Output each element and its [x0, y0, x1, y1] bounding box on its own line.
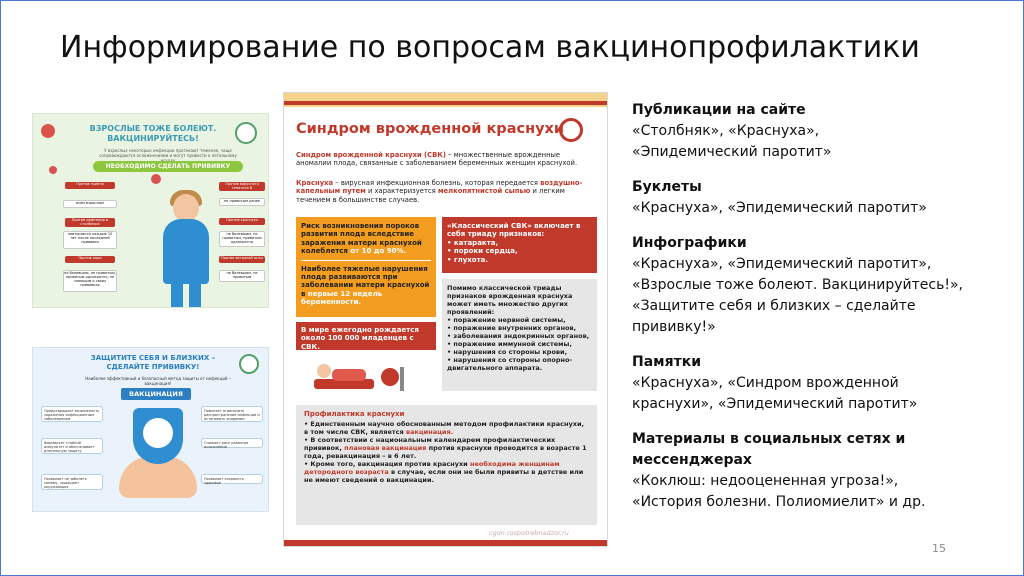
tag-flu: Против гриппа — [65, 182, 115, 189]
section-line: «Краснуха», «Синдром врожденной — [632, 375, 899, 391]
card-diphtheria: повторяется каждые 10 лет после последней прививки — [63, 231, 117, 249]
section-heading: Буклеты — [632, 179, 702, 195]
infographic1-pill: НЕОБХОДИМО СДЕЛАТЬ ПРИВИВКУ — [93, 161, 243, 172]
section-heading: мессенджерах — [632, 452, 752, 468]
manifestation-item: • нарушения со стороны опорно-двигательного аппарата. — [447, 356, 592, 372]
materials-list — [632, 100, 1002, 527]
benefit-block: Позволяет не заболеть самому, защищает окружающих — [41, 474, 103, 490]
poster-bottom-stripe — [284, 540, 608, 547]
nurse-leg — [171, 282, 183, 307]
tag-hepatitis: Против вирусного гепатита В — [219, 182, 265, 191]
rospotrebnadzor-logo-icon — [235, 122, 257, 144]
section-site-publications — [632, 100, 1002, 163]
card-flu: всем взрослым — [63, 200, 117, 208]
card-measles: не болевшим, не привитым, привитым однократно, не знающим о своих прививках — [63, 270, 117, 292]
card-hepatitis: не привитым ранее — [219, 198, 265, 206]
mother-baby-illustration — [304, 357, 428, 393]
infographic2-subtitle: Наиболее эффективный и безопасный метод защиты от инфекций – вакцинация! — [85, 376, 231, 386]
benefit-block: Предотвращает возможность заражения инфекционным заболеванием — [41, 406, 103, 422]
poster-annual-stat-box: В мире ежегодно рождается около 100 000 младенцев с СВК. — [296, 322, 436, 350]
poster-rubella-description: Краснуха – вирусная инфекционная болезнь, которая передается воздушно-капельным путем и характеризуется мелкопятнистой сыпью и легким течением в большинстве случаев. — [296, 179, 583, 204]
section-heading: Инфографики — [632, 235, 747, 251]
benefit-block: Формирует стойкий иммунитет и обеспечивает длительную защиту — [41, 438, 103, 454]
section-heading: Памятки — [632, 354, 702, 370]
section-heading: Материалы в социальных сетях и — [632, 431, 906, 447]
virus-icon — [41, 124, 55, 138]
nurse-leg — [189, 282, 201, 307]
section-line: «Эпидемический паротит» — [632, 144, 832, 160]
infographic1-subtitle: У взрослых некоторые инфекции протекают тяжелее, чаще сопровождаются осложнениями и могут привести к летальному — [99, 148, 237, 158]
section-heading: Публикации на сайте — [632, 102, 806, 118]
poster-top-stripe-red — [284, 101, 608, 105]
virus-icon — [151, 174, 161, 184]
slide-number: 15 — [932, 542, 946, 555]
rospotrebnadzor-logo-icon — [559, 118, 583, 142]
section-infographics — [632, 233, 1002, 338]
tag-diphtheria: Против дифтерии и столбняка — [65, 218, 115, 227]
infographic-adults-vaccination[interactable] — [32, 113, 269, 308]
poster-prevention-box — [296, 405, 597, 525]
benefit-block: Помогает ограничить распространение инфекции и остановить эпидемии — [201, 406, 263, 422]
benefit-block: Позволяет сохранить здоровье — [201, 474, 263, 484]
section-line: «История болезни. Полиомиелит» и др. — [632, 494, 926, 510]
tag-measles: Против кори — [65, 256, 115, 263]
prevention-item: • Кроме того, вакцинация против краснухи необходима женщинам детородного возраста в случае, если они не были привиты в детстве или не имеют сведений о вакцинации. — [304, 460, 589, 484]
poster-congenital-rubella[interactable] — [283, 92, 608, 547]
section-line: «Защитите себя и близких – сделайте — [632, 298, 916, 314]
manifestation-item: • нарушения со стороны крови, — [447, 348, 592, 356]
nurse-head — [173, 194, 199, 222]
poster-definition: Синдром врожденной краснухи (СВК) – множественные врожденные аномалии плода, связанные с заболеванием беременных женщин краснухой. — [296, 151, 578, 168]
triad-item: • пороки сердца, — [447, 247, 592, 255]
section-line: краснухи», «Эпидемический паротит» — [632, 396, 918, 412]
triad-item: • катаракта, — [447, 239, 592, 247]
section-line: «Краснуха», «Эпидемический паротит», — [632, 256, 932, 272]
section-booklets — [632, 177, 1002, 219]
slide-title: Информирование по вопросам вакцинопрофилактики — [60, 30, 920, 65]
triad-item: • глухота. — [447, 256, 592, 264]
card-rubella: не болевшим, не привитым, привитым однократно — [219, 231, 265, 247]
infographic1-heading: ВЗРОСЛЫЕ ТОЖЕ БОЛЕЮТ. ВАКЦИНИРУЙТЕСЬ! — [89, 124, 217, 143]
manifestation-item: • поражение внутренних органов, — [447, 324, 592, 332]
benefit-block: Снижает риск развития осложнений — [201, 438, 263, 448]
manifestation-item: • поражение иммунной системы, — [447, 340, 592, 348]
manifestation-item: • поражение нервной системы, — [447, 316, 592, 324]
poster-url: cgon.rospotrebnadzor.ru — [489, 529, 569, 537]
section-line: «Столбняк», «Краснуха», — [632, 123, 820, 139]
prevention-item: • Единственным научно обоснованным методом профилактики краснухи, в том числе СВК, является вакцинация. — [304, 420, 589, 436]
poster-title: Синдром врожденной краснухи — [296, 121, 565, 137]
virus-icon — [143, 418, 173, 448]
poster-other-manifestations-box: Помимо классической триады признаков врожденная краснуха может иметь множество других проявлений: • поражение нервной системы, • поражение внутренних органов, • заболевания эндокринных органов, • поражение иммунной системы, • нарушения со стороны крови, • нарушения со стороны опорно-двигательного аппарата. — [442, 279, 597, 391]
section-memos — [632, 352, 1002, 415]
rospotrebnadzor-logo-icon — [239, 354, 259, 374]
nurse-body — [163, 219, 209, 284]
card-chickenpox: не болевшим, не привитым — [219, 270, 265, 282]
infographic2-heading: ЗАЩИТИТЕ СЕБЯ И БЛИЗКИХ – СДЕЛАЙТЕ ПРИВИВКУ! — [90, 354, 216, 371]
manifestation-item: • заболевания эндокринных органов, — [447, 332, 592, 340]
section-social-media — [632, 429, 1002, 513]
section-line: прививку!» — [632, 319, 716, 335]
section-line: «Взрослые тоже болеют. Вакцинируйтесь!», — [632, 277, 963, 293]
section-line: «Краснуха», «Эпидемический паротит» — [632, 200, 927, 216]
tag-chickenpox: Против ветряной оспы — [219, 256, 265, 263]
poster-risk-box: Риск возникновения пороков развития плода вследствие заражения матери краснухой колеблется от 10 до 90%. Наиболее тяжелые нарушения плода развиваются при заболевании матери краснухой в первые 12 недель беременности. — [296, 217, 436, 317]
poster-classic-triad-box: «Классический СВК» включает в себя триаду признаков: • катаракта, • пороки сердца, • глухота. — [442, 217, 597, 273]
tag-rubella: Против краснухи — [219, 218, 265, 225]
prevention-item: • В соответствии с национальным календарем профилактических прививок, плановая вакцинация против краснухи проводится в возрасте 1 года, ревакцинация – в 6 лет. — [304, 436, 589, 460]
infographic-protect-yourself[interactable] — [32, 347, 269, 512]
section-line: «Коклюш: недооцененная угроза!», — [632, 473, 899, 489]
prevention-title: Профилактика краснухи — [304, 410, 405, 418]
vaccination-banner: ВАКЦИНАЦИЯ — [121, 388, 191, 400]
virus-icon — [49, 166, 57, 174]
